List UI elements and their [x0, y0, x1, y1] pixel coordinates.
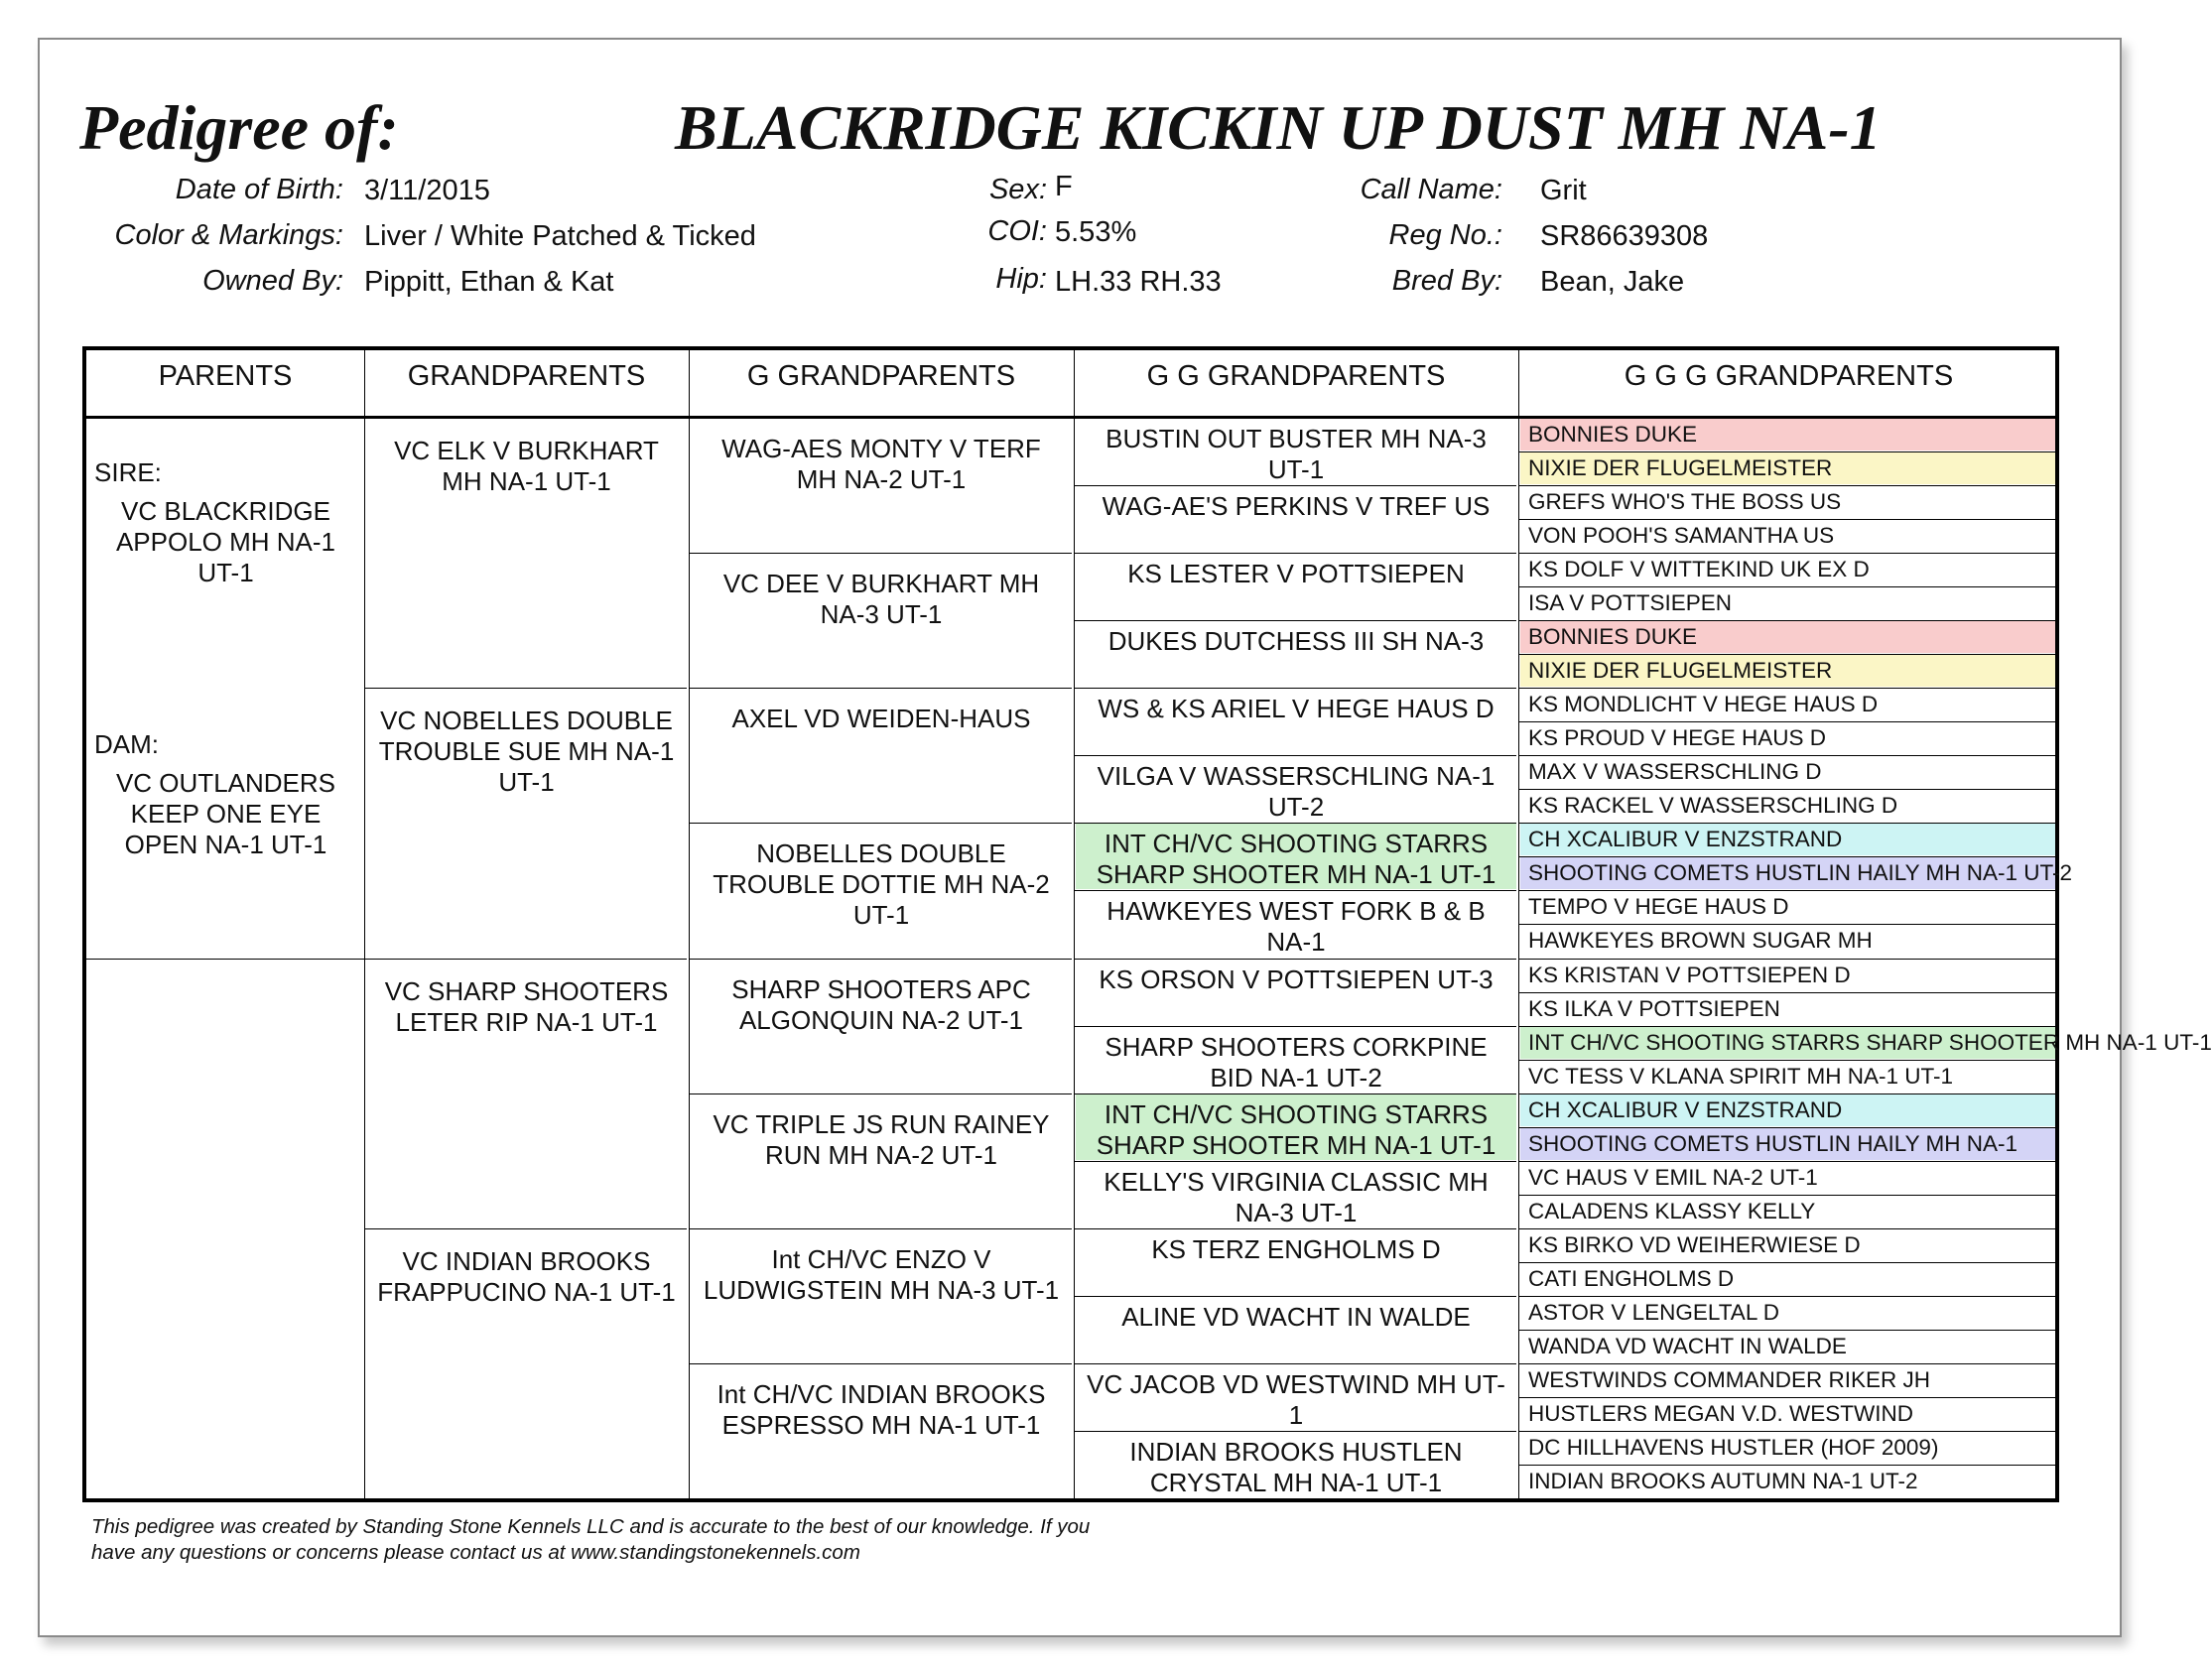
ggg-grandparent-name: KS KRISTAN V POTTSIEPEN D — [1528, 962, 1851, 987]
sire-label: SIRE: — [94, 457, 162, 487]
sex-value: F — [1055, 171, 1073, 202]
ggg-grandparent-name: INDIAN BROOKS AUTUMN NA-1 UT-2 — [1528, 1468, 1918, 1493]
row-divider — [364, 688, 687, 689]
hip-label: Hip: — [995, 263, 1047, 295]
ggg-grandparent-name: NIXIE DER FLUGELMEISTER — [1528, 658, 1833, 684]
date-of-birth-label: Date of Birth: — [175, 174, 343, 205]
owned-by-label: Owned By: — [202, 265, 343, 297]
row-divider — [689, 553, 1072, 554]
ggg-grandparent-name: HUSTLERS MEGAN V.D. WESTWIND — [1528, 1400, 1913, 1426]
row-divider — [1074, 1161, 1516, 1162]
row-divider — [1074, 823, 1516, 824]
great-grandparent-name: NOBELLES DOUBLE TROUBLE DOTTIE MH NA-2 UT-1 — [713, 838, 1050, 931]
header-parents: PARENTS — [158, 360, 293, 392]
page-title: Pedigree of: — [79, 92, 399, 163]
great-grandparent-name: VC DEE V BURKHART MH NA-3 UT-1 — [722, 569, 1040, 630]
ggg-grandparent-name: ASTOR V LENGELTAL D — [1528, 1299, 1779, 1325]
row-divider — [1074, 1026, 1516, 1027]
ggg-grandparent-name: SHOOTING COMETS HUSTLIN HAILY MH NA-1 UT-2 — [1528, 860, 2072, 886]
ggg-grandparent-name: DC HILLHAVENS HUSTLER (HOF 2009) — [1528, 1434, 1939, 1460]
ggg-grandparent-name: KS MONDLICHT V HEGE HAUS D — [1528, 692, 1879, 717]
row-divider — [1074, 890, 1516, 891]
sex-label: Sex: — [988, 174, 1047, 205]
row-divider — [689, 688, 1072, 689]
row-divider — [1074, 620, 1516, 621]
row-divider — [1074, 1228, 1516, 1229]
ggg-grandparent-name: INT CH/VC SHOOTING STARRS SHARP SHOOTER MH NA-1 UT-1 — [1528, 1029, 2212, 1055]
great-grandparent-name: WAG-AES MONTY V TERF MH NA-2 UT-1 — [721, 434, 1041, 494]
gg-grandparent-name: KELLY'S VIRGINIA CLASSIC MH NA-3 UT-1 — [1104, 1166, 1489, 1227]
footer-line-2: have any questions or concerns please contact us at www.standingstonekennels.com — [91, 1541, 860, 1564]
sire-name: VC BLACKRIDGE APPOLO MH NA-1 UT-1 — [115, 496, 336, 587]
row-divider — [1074, 485, 1516, 486]
column-divider — [689, 350, 690, 1498]
pedigree-table — [82, 346, 2212, 1502]
dam-name: VC OUTLANDERS KEEP ONE EYE OPEN NA-1 UT-1 — [115, 768, 336, 859]
bred-by-label: Bred By: — [1391, 265, 1502, 297]
ggg-grandparent-name: VON POOH'S SAMANTHA US — [1528, 523, 1835, 549]
ggg-grandparent-name: BONNIES DUKE — [1528, 624, 1698, 650]
row-divider — [86, 959, 364, 960]
gg-grandparent-name: WAG-AE'S PERKINS V TREF US — [1102, 491, 1491, 522]
gg-grandparent-name: WS & KS ARIEL V HEGE HAUS D — [1098, 694, 1495, 724]
sire-cell — [94, 457, 357, 588]
ggg-grandparent-name: CH XCALIBUR V ENZSTRAND — [1528, 827, 1843, 852]
header-ggg-grandparents: G G G GRANDPARENTS — [1624, 360, 1954, 392]
gg-grandparent-name: INT CH/VC SHOOTING STARRS SHARP SHOOTER MH NA-1 UT-1 — [1096, 829, 1496, 890]
ggg-grandparent-name: VC HAUS V EMIL NA-2 UT-1 — [1528, 1164, 1818, 1190]
grandparent-name: VC SHARP SHOOTERS LETER RIP NA-1 UT-1 — [384, 975, 669, 1037]
reg-no-value: SR86639308 — [1540, 220, 1709, 252]
call-name-label: Call Name: — [1360, 174, 1502, 205]
ggg-grandparent-name: GREFS WHO'S THE BOSS US — [1528, 489, 1842, 515]
color-markings-value: Liver / White Patched & Ticked — [364, 220, 756, 252]
row-divider — [364, 959, 687, 960]
ggg-grandparent-name: KS ILKA V POTTSIEPEN — [1528, 995, 1780, 1021]
ggg-grandparent-name: KS RACKEL V WASSERSCHLING D — [1528, 793, 1898, 819]
row-divider — [1074, 688, 1516, 689]
ggg-grandparent-name: MAX V WASSERSCHLING D — [1528, 759, 1822, 785]
ggg-grandparent-name: CALADENS KLASSY KELLY — [1528, 1198, 1816, 1223]
gg-grandparent-name: BUSTIN OUT BUSTER MH NA-3 UT-1 — [1106, 424, 1487, 484]
grandparent-name: VC ELK V BURKHART MH NA-1 UT-1 — [394, 436, 659, 496]
header-grandparents: GRANDPARENTS — [407, 360, 646, 392]
coi-label: COI: — [987, 215, 1047, 247]
date-of-birth-value: 3/11/2015 — [364, 175, 490, 206]
gg-grandparent-name: INDIAN BROOKS HUSTLEN CRYSTAL MH NA-1 UT-1 — [1129, 1436, 1463, 1497]
ggg-grandparent-name: KS DOLF V WITTEKIND UK EX D — [1528, 557, 1870, 582]
great-grandparent-name: AXEL VD WEIDEN-HAUS — [731, 704, 1031, 734]
dog-name-title: BLACKRIDGE KICKIN UP DUST MH NA-1 — [675, 92, 1882, 163]
ggg-grandparent-name: TEMPO V HEGE HAUS D — [1528, 894, 1789, 920]
ggg-grandparent-name: SHOOTING COMETS HUSTLIN HAILY MH NA-1 — [1528, 1130, 2017, 1156]
ggg-grandparent-name: KS PROUD V HEGE HAUS D — [1528, 725, 1827, 751]
grandparent-name: VC INDIAN BROOKS FRAPPUCINO NA-1 UT-1 — [377, 1245, 676, 1307]
great-grandparent-name: VC TRIPLE JS RUN RAINEY RUN MH NA-2 UT-1 — [713, 1108, 1050, 1170]
gg-grandparent-name: VILGA V WASSERSCHLING NA-1 UT-2 — [1097, 761, 1496, 823]
pedigree-page — [38, 38, 2212, 1637]
ggg-grandparent-name: NIXIE DER FLUGELMEISTER — [1528, 455, 1833, 481]
great-grandparent-name: Int CH/VC ENZO V LUDWIGSTEIN MH NA-3 UT-1 — [703, 1243, 1060, 1305]
owned-by-value: Pippitt, Ethan & Kat — [364, 266, 614, 298]
gg-grandparent-name: KS ORSON V POTTSIEPEN UT-3 — [1099, 964, 1494, 994]
row-divider — [689, 1363, 1072, 1364]
row-divider — [1074, 1431, 1516, 1432]
gg-grandparent-name: KS LESTER V POTTSIEPEN — [1127, 559, 1465, 589]
row-divider — [689, 1228, 1072, 1229]
ggg-grandparent-name: CATI ENGHOLMS D — [1528, 1265, 1735, 1291]
column-divider — [364, 350, 365, 1498]
gg-grandparent-name: KS TERZ ENGHOLMS D — [1151, 1233, 1441, 1264]
great-grandparent-name: SHARP SHOOTERS APC ALGONQUIN NA-2 UT-1 — [731, 973, 1031, 1035]
ggg-grandparent-name: KS BIRKO VD WEIHERWIESE D — [1528, 1231, 1861, 1257]
reg-no-label: Reg No.: — [1388, 219, 1502, 251]
header-gg-grandparents: G G GRANDPARENTS — [1146, 360, 1446, 392]
gg-grandparent-name: INT CH/VC SHOOTING STARRS SHARP SHOOTER MH NA-1 UT-1 — [1096, 1098, 1496, 1160]
coi-value: 5.53% — [1055, 216, 1137, 248]
row-divider — [689, 823, 1072, 824]
footer-line-1: This pedigree was created by Standing Stone Kennels LLC and is accurate to the best of our knowledge. If you — [91, 1515, 1091, 1538]
ggg-grandparent-name: WESTWINDS COMMANDER RIKER JH — [1528, 1366, 1930, 1392]
dam-label: DAM: — [94, 729, 159, 759]
row-divider — [1074, 959, 1516, 960]
ggg-grandparent-name: ISA V POTTSIEPEN — [1528, 590, 1733, 616]
great-grandparent-name: Int CH/VC INDIAN BROOKS ESPRESSO MH NA-1 UT-1 — [716, 1378, 1046, 1440]
row-divider — [1074, 553, 1516, 554]
row-divider — [1074, 1296, 1516, 1297]
row-divider — [1074, 755, 1516, 756]
row-divider — [689, 1093, 1072, 1094]
gg-grandparent-name: VC JACOB VD WESTWIND MH UT-1 — [1087, 1368, 1505, 1430]
header-great-grandparents: G GRANDPARENTS — [746, 360, 1016, 392]
row-divider — [364, 1228, 687, 1229]
gg-grandparent-name: HAWKEYES WEST FORK B & B NA-1 — [1106, 896, 1486, 958]
color-markings-label: Color & Markings: — [114, 219, 343, 251]
call-name-value: Grit — [1540, 175, 1587, 206]
grandparent-name: VC NOBELLES DOUBLE TROUBLE SUE MH NA-1 UT-1 — [378, 706, 675, 798]
ggg-grandparent-name: CH XCALIBUR V ENZSTRAND — [1528, 1096, 1843, 1122]
ggg-grandparent-name: HAWKEYES BROWN SUGAR MH — [1528, 928, 1873, 954]
dam-cell — [94, 729, 357, 860]
footer-note — [91, 1514, 1090, 1566]
column-divider — [1074, 350, 1075, 1498]
hip-value: LH.33 RH.33 — [1055, 266, 1222, 298]
row-divider — [689, 959, 1072, 960]
row-divider — [1074, 1093, 1516, 1094]
bred-by-value: Bean, Jake — [1540, 266, 1685, 298]
ggg-grandparent-name: VC TESS V KLANA SPIRIT MH NA-1 UT-1 — [1528, 1063, 1954, 1089]
ggg-grandparent-name: BONNIES DUKE — [1528, 422, 1698, 447]
gg-grandparent-name: SHARP SHOOTERS CORKPINE BID NA-1 UT-2 — [1105, 1031, 1488, 1093]
gg-grandparent-name: DUKES DUTCHESS III SH NA-3 — [1107, 626, 1485, 657]
ggg-grandparent-name: WANDA VD WACHT IN WALDE — [1528, 1333, 1847, 1358]
row-divider — [1074, 1363, 1516, 1364]
gg-grandparent-name: ALINE VD WACHT IN WALDE — [1121, 1301, 1471, 1332]
